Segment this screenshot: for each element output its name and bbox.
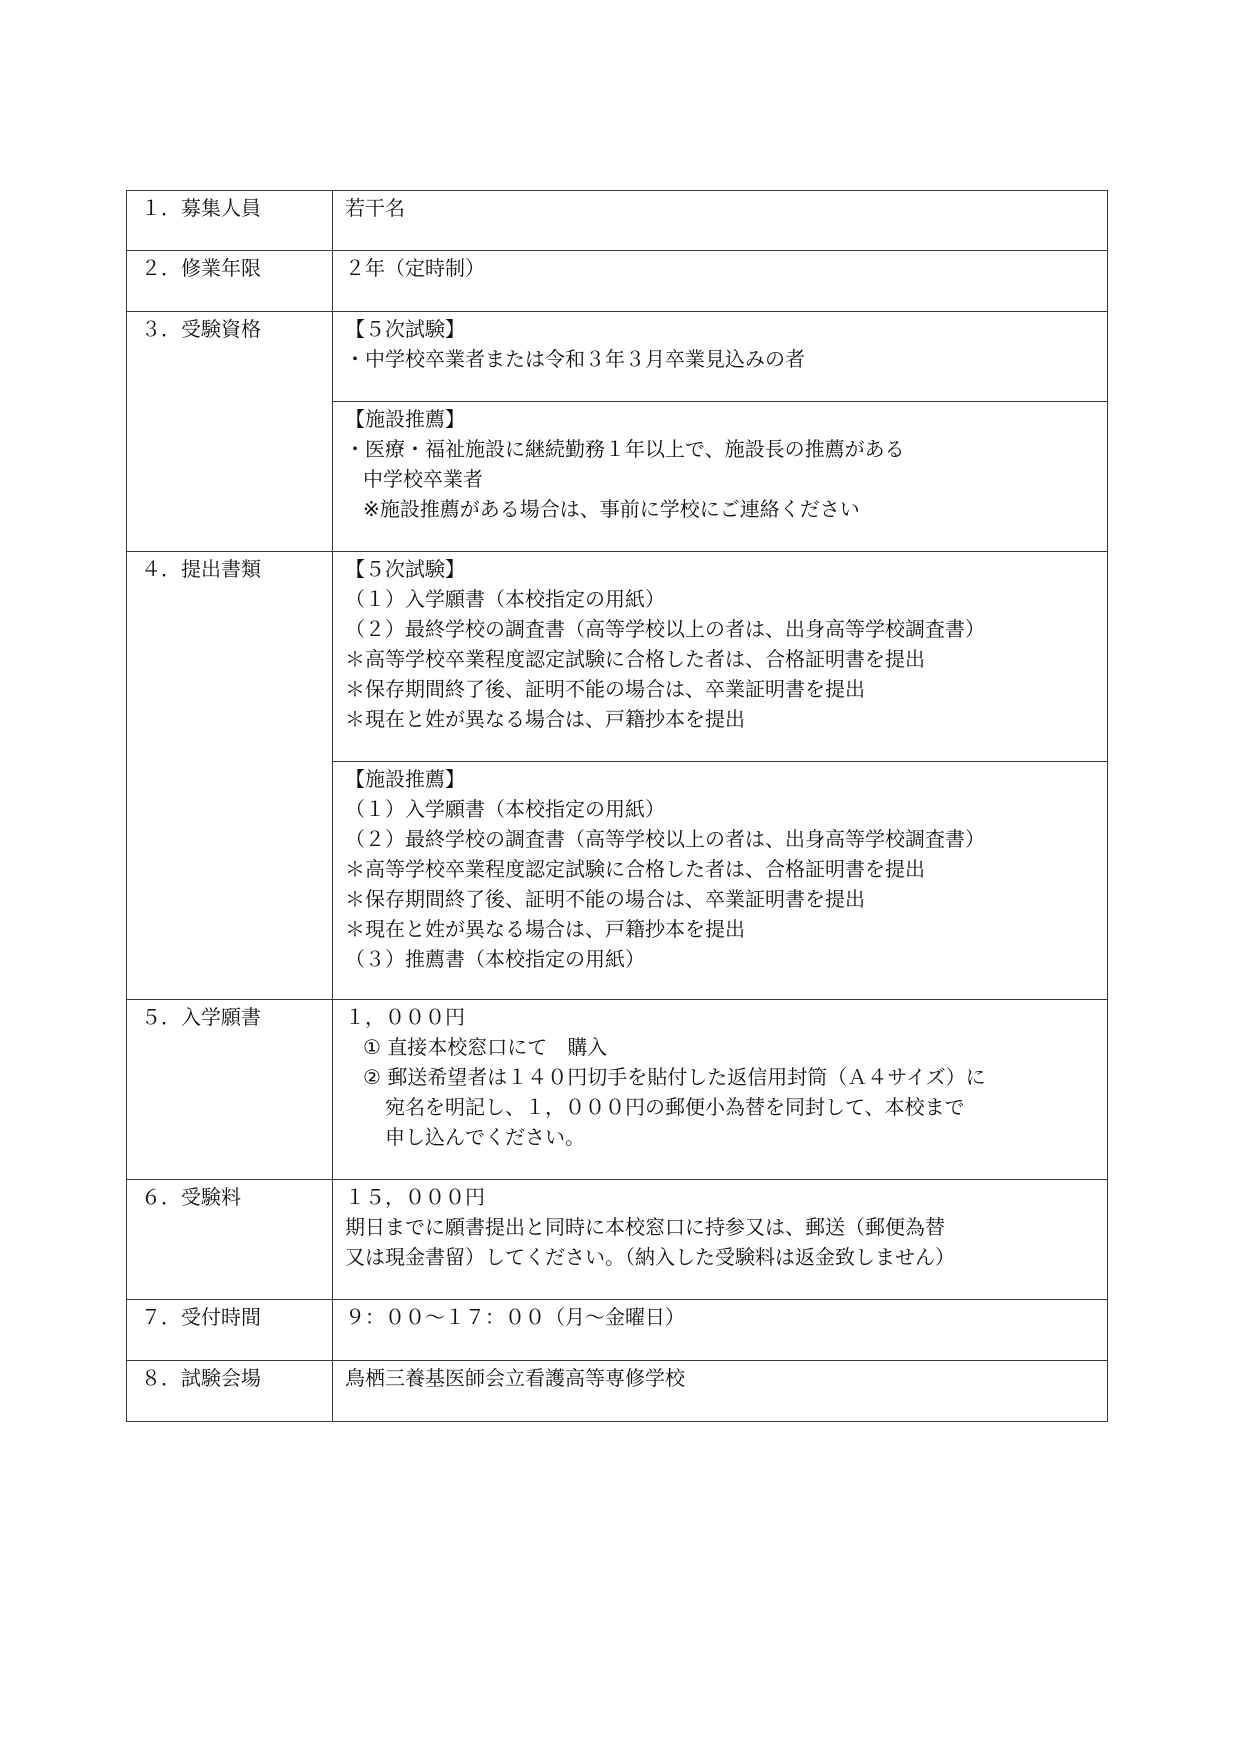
content-line: （１）入学願書（本校指定の用紙） [345, 587, 665, 611]
content-line: ＊現在と姓が異なる場合は、戸籍抄本を提出 [345, 707, 745, 731]
table-row [127, 1361, 1108, 1422]
table-row [127, 1180, 1108, 1300]
study-period-label: ２．修業年限 [127, 251, 333, 312]
content-line: 鳥栖三養基医師会立看護高等専修学校 [345, 1366, 685, 1390]
content-line: 申し込んでください。 [385, 1125, 585, 1149]
content-line: 【施設推薦】 [345, 767, 465, 791]
content-line: ＊高等学校卒業程度認定試験に合格した者は、合格証明書を提出 [345, 647, 925, 671]
eligibility-content-2 [333, 402, 1108, 552]
content-line: （３）推薦書（本校指定の用紙） [345, 947, 645, 971]
content-line: ９：００～１７：００（月～金曜日） [345, 1305, 685, 1329]
exam-fee-label: ６．受験料 [127, 1180, 333, 1300]
application-guidelines-table [126, 190, 1108, 1422]
study-period-content-1 [333, 251, 1108, 312]
table-row [127, 1300, 1108, 1361]
required-documents-content-1 [333, 552, 1108, 762]
application-form-content-1 [333, 1000, 1108, 1180]
content-line: ・医療・福祉施設に継続勤務１年以上で、施設長の推薦がある [345, 437, 905, 461]
eligibility-label: ３．受験資格 [127, 312, 333, 552]
content-line: ② 郵送希望者は１４０円切手を貼付した返信用封筒（Ａ４サイズ）に [363, 1065, 986, 1089]
content-line: ＊高等学校卒業程度認定試験に合格した者は、合格証明書を提出 [345, 857, 925, 881]
required-documents-label: ４．提出書類 [127, 552, 333, 1000]
reception-hours-label: ７．受付時間 [127, 1300, 333, 1361]
content-line: ・中学校卒業者または令和３年３月卒業見込みの者 [345, 347, 805, 371]
content-line: 【５次試験】 [345, 557, 465, 581]
content-line: 宛名を明記し、１，０００円の郵便小為替を同封して、本校まで [385, 1095, 965, 1119]
content-line: １５，０００円 [345, 1185, 485, 1209]
table-row [127, 312, 1108, 402]
exam-venue-content-1 [333, 1361, 1108, 1422]
table-row [127, 251, 1108, 312]
content-line: 中学校卒業者 [363, 467, 483, 491]
content-line: 期日までに願書提出と同時に本校窓口に持参又は、郵送（郵便為替 [345, 1215, 945, 1239]
content-line: ＊保存期間終了後、証明不能の場合は、卒業証明書を提出 [345, 887, 865, 911]
exam-fee-content-1 [333, 1180, 1108, 1300]
recruitment-count-content-1 [333, 191, 1108, 251]
table-row [127, 191, 1108, 251]
content-line: 若干名 [345, 196, 405, 220]
content-line: （２）最終学校の調査書（高等学校以上の者は、出身高等学校調査書） [345, 617, 985, 641]
reception-hours-content-1 [333, 1300, 1108, 1361]
table-row [127, 552, 1108, 762]
required-documents-content-2 [333, 762, 1108, 1000]
eligibility-content-1 [333, 312, 1108, 402]
content-line: ２年（定時制） [345, 256, 485, 280]
content-line: （２）最終学校の調査書（高等学校以上の者は、出身高等学校調査書） [345, 827, 985, 851]
exam-venue-label: ８．試験会場 [127, 1361, 333, 1422]
content-line: ＊保存期間終了後、証明不能の場合は、卒業証明書を提出 [345, 677, 865, 701]
table-row [127, 1000, 1108, 1180]
content-line: 又は現金書留）してください。（納入した受験料は返金致しません） [345, 1245, 955, 1269]
content-line: 【施設推薦】 [345, 407, 465, 431]
content-line: ※施設推薦がある場合は、事前に学校にご連絡ください [363, 497, 860, 521]
recruitment-count-label: １．募集人員 [127, 191, 333, 251]
content-line: （１）入学願書（本校指定の用紙） [345, 797, 665, 821]
content-line: １，０００円 [345, 1005, 465, 1029]
content-line: 【５次試験】 [345, 317, 465, 341]
application-form-label: ５．入学願書 [127, 1000, 333, 1180]
content-line: ① 直接本校窓口にて 購入 [363, 1035, 608, 1059]
content-line: ＊現在と姓が異なる場合は、戸籍抄本を提出 [345, 917, 745, 941]
